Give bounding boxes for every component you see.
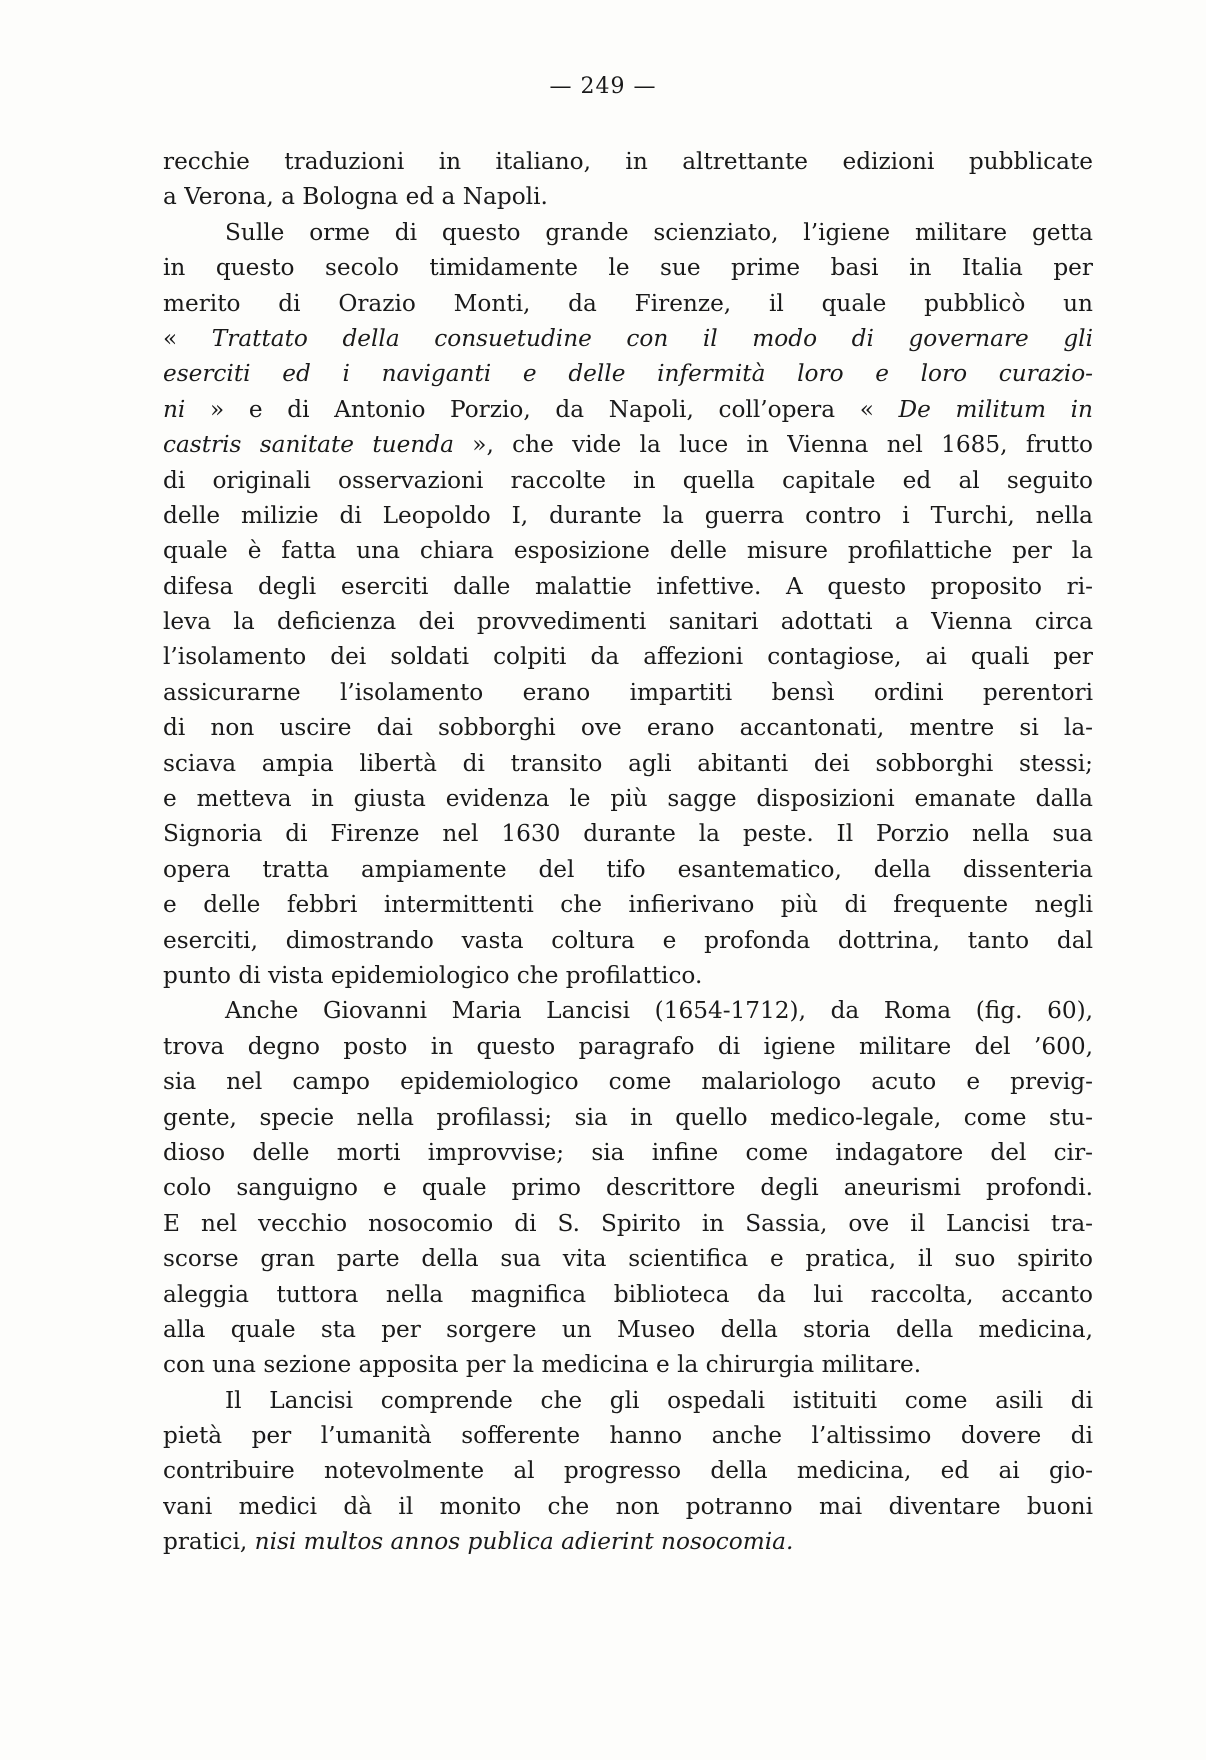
text-line [163,1312,1093,1347]
text-line [163,144,1093,179]
text-line [163,852,1093,887]
text-line [163,958,1093,993]
text-line [163,533,1093,568]
text-segment: difesa degli eserciti dalle malattie infettive. A questo proposito ri- [163,572,1093,600]
text-segment: in questo secolo timidamente le sue prime basi in Italia per [163,254,1093,282]
text-segment: di non uscire dai sobborghi ove erano accantonati, mentre si la- [163,714,1093,742]
text-segment: con una sezione apposita per la medicina e la chirurgia militare. [163,1351,922,1379]
text-line [163,356,1093,391]
text-line [163,215,1093,250]
text-segment: colo sanguigno e quale primo descrittore degli aneurismi profondi. [163,1174,1093,1202]
text-line [163,781,1093,816]
text-segment: sciava ampia libertà di transito agli abitanti dei sobborghi stessi; [163,749,1093,777]
text-line [163,179,1093,214]
text-segment: Sulle orme di questo grande scienziato, l’igiene militare getta [225,218,1093,246]
italic-text: nisi multos annos publica adierint nosocomia. [254,1528,794,1556]
text-segment: e delle febbri intermittenti che infierivano più di frequente negli [163,891,1093,919]
text-segment: Il Lancisi comprende che gli ospedali istituiti come asili di [225,1386,1093,1414]
text-segment: », che vide la luce in Vienna nel 1685, frutto [453,431,1093,459]
text-segment: e metteva in giusta evidenza le più sagge disposizioni emanate dalla [163,785,1093,813]
text-line [163,1489,1093,1524]
text-segment: sia nel campo epidemiologico come malariologo acuto e previg- [163,1068,1093,1096]
text-segment: recchie traduzioni in italiano, in altrettante edizioni pubblicate [163,148,1093,175]
text-line [163,887,1093,922]
text-segment: scorse gran parte della sua vita scientifica e pratica, il suo spirito [163,1245,1093,1273]
text-line [163,1241,1093,1276]
text-line [163,321,1093,356]
text-segment: pietà per l’umanità sofferente hanno anche l’altissimo dovere di [163,1422,1093,1450]
text-segment: alla quale sta per sorgere un Museo della storia della medicina, [163,1315,1093,1343]
text-segment: punto di vista epidemiologico che profilattico. [163,961,703,989]
text-segment: a Verona, a Bologna ed a Napoli. [163,183,548,211]
text-line [163,1277,1093,1312]
text-segment: eserciti, dimostrando vasta coltura e profonda dottrina, tanto dal [163,926,1093,954]
text-segment: l’isolamento dei soldati colpiti da affezioni contagiose, ai quali per [163,643,1093,671]
text-segment: di originali osservazioni raccolte in quella capitale ed al seguito [163,466,1093,494]
text-segment: Anche Giovanni Maria Lancisi (1654-1712), da Roma (fig. 60), [225,997,1093,1025]
text-segment: trova degno posto in questo paragrafo di igiene militare del ’600, [163,1032,1093,1060]
text-line [163,1029,1093,1064]
text-line [163,993,1093,1028]
text-line [163,286,1093,321]
text-line [163,569,1093,604]
text-line [163,710,1093,745]
text-segment: merito di Orazio Monti, da Firenze, il quale pubblicò un [163,289,1093,317]
text-segment: gente, specie nella profilassi; sia in quello medico-legale, come stu- [163,1103,1093,1131]
text-segment: dioso delle morti improvvise; sia infine come indagatore del cir- [163,1138,1093,1166]
page-number: — 249 — [549,74,657,99]
text-segment: assicurarne l’isolamento erano impartiti bensì ordini perentori [163,678,1093,706]
text-line [163,250,1093,285]
italic-text: ni [163,395,186,423]
text-line [163,498,1093,533]
text-line [163,1418,1093,1453]
text-line [163,639,1093,674]
text-line [163,463,1093,498]
text-segment: pratici, [163,1528,255,1556]
italic-text: Trattato della consuetudine con il modo di governare gli [211,324,1093,352]
text-segment: opera tratta ampiamente del tifo esantematico, della dissenteria [163,855,1093,883]
text-line [163,427,1093,462]
text-line [163,1135,1093,1170]
text-segment: leva la deficienza dei provvedimenti sanitari adottati a Vienna circa [163,608,1093,636]
text-line [163,1453,1093,1488]
text-segment: vani medici dà il monito che non potranno mai diventare buoni [163,1492,1093,1520]
text-line [163,1383,1093,1418]
text-segment: « [163,324,212,352]
text-segment: quale è fatta una chiara esposizione delle misure profilattiche per la [163,537,1093,565]
body-text [163,144,1093,1560]
text-line [163,1100,1093,1135]
text-line [163,675,1093,710]
text-line [163,1347,1093,1382]
text-line [163,746,1093,781]
text-line [163,392,1093,427]
text-segment: delle milizie di Leopoldo I, durante la guerra contro i Turchi, nella [163,501,1093,529]
text-segment: E nel vecchio nosocomio di S. Spirito in Sassia, ove il Lancisi tra- [163,1209,1093,1237]
text-line [163,1064,1093,1099]
text-segment: » e di Antonio Porzio, da Napoli, coll’opera « [185,395,899,423]
text-line [163,604,1093,639]
text-line [163,816,1093,851]
italic-text: De militum in [898,395,1093,423]
text-segment: aleggia tuttora nella magnifica biblioteca da lui raccolta, accanto [163,1280,1093,1308]
text-segment: Signoria di Firenze nel 1630 durante la peste. Il Porzio nella sua [163,820,1093,848]
text-line [163,1206,1093,1241]
text-line [163,923,1093,958]
text-segment: contribuire notevolmente al progresso della medicina, ed ai gio- [163,1457,1093,1485]
italic-text: eserciti ed i naviganti e delle infermità loro e loro curazio- [163,360,1093,388]
italic-text: castris sanitate tuenda [163,431,454,459]
text-line [163,1170,1093,1205]
text-line [163,1524,1093,1559]
